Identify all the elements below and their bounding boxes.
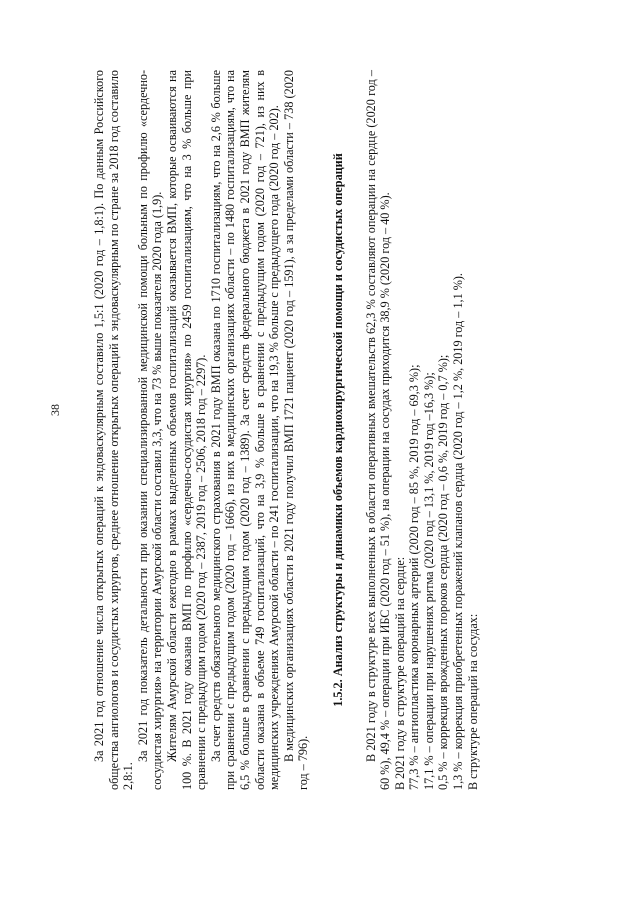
body-text (92, 70, 480, 790)
list-line: В 2021 году в структуре операций на сердце: (392, 556, 407, 790)
paragraph: В медицинских организациях области в 2021 году получил ВМП 1721 пациент (2020 год – 1591), а за пределами области – 738 (2020 год – 796). (281, 70, 311, 790)
paragraph: В 2021 году в структуре всех выполненных в области оперативных вмешательств 62,3 % составляют операции на сердце (2020 год – 60 %), 49,4 % – операции при ИБС (2020 год – 51 %), на операции на сосудах приходится 38,9 % (2020 год – 40 %). (363, 70, 393, 790)
page-sheet (0, 10, 640, 810)
list-line: 77,3 % – ангиопластика коронарных артерий (2020 год – 85 %, 2019 год – 69,3 %); (407, 364, 422, 790)
paragraph: За счет средств обязательного медицинского страхования в 2021 году ВМП оказана по 1710 госпитализациям, что на 2,6 % больше при сравнении с предыдущим годом (2020 год – 1666), из них в медицинских организациях области – по 1480 госпитализациям, что на 6,5 % больше в сравнении с предыдущим годом (2020 год – 1389). За счет средств федерального бюджета в 2021 году ВМП жителям области оказана в объеме 749 госпитализаций, что на 3,9 % больше в сравнении с предыдущим годом (2020 год – 721), из них в медицинских учреждениях Амурской области – по 241 госпитализации, что на 19,3 % больше с предыдущего года (2020 год – 202). (208, 70, 282, 790)
list-line: 0,5 % – коррекция врожденных пороков сердца (2020 год – 0,6 %, 2019 год – 0,7 %); (436, 354, 451, 790)
list-line: 1,3 % – коррекция приобретенных поражений клапанов сердца (2020 год – 1,2 %, 2019 год – 1,1 %). (451, 273, 466, 790)
list-line: В структуре операций на сосудах: (465, 613, 480, 790)
list-line: 17,1 % – операции при нарушениях ритма (2020 год – 13,1 %, 2019 год –16,3 %); (421, 372, 436, 790)
paragraph: За 2021 год показатель детальности при оказании специализированной медицинской помощи больным по профилю «сердечно-сосудистая хирургия» на территории Амурской области составил 3,3, что на 73 % выше показателя 2020 года (1,9). (135, 70, 165, 790)
paragraph: Жителям Амурской области ежегодно в рамках выделенных объемов госпитализаций оказывается ВМП, которые осваиваются на 100 %. В 2021 году оказана ВМП по профилю «сердечно-сосудистая хирургия» по 2459 госпитализациям, что на 3 % больше при сравнении с предыдущим годом (2020 год – 2387, 2019 год – 2506, 2018 год – 2297). (164, 70, 209, 790)
paragraph: За 2021 год отношение числа открытых операций к эндоваскулярным составило 1,5:1 (2020 год – 1,8:1). По данным Российского общества ангиологов и сосудистых хирургов, среднее отношение открытых операций к эндоваскулярным по стране за 2018 год составило 2,8:1. (92, 70, 136, 790)
page-number: 38 (48, 404, 62, 416)
section-title: 1.5.2. Анализ структуры и динамики объемов кардиохирургической помощи и сосудистых операций (330, 153, 345, 707)
